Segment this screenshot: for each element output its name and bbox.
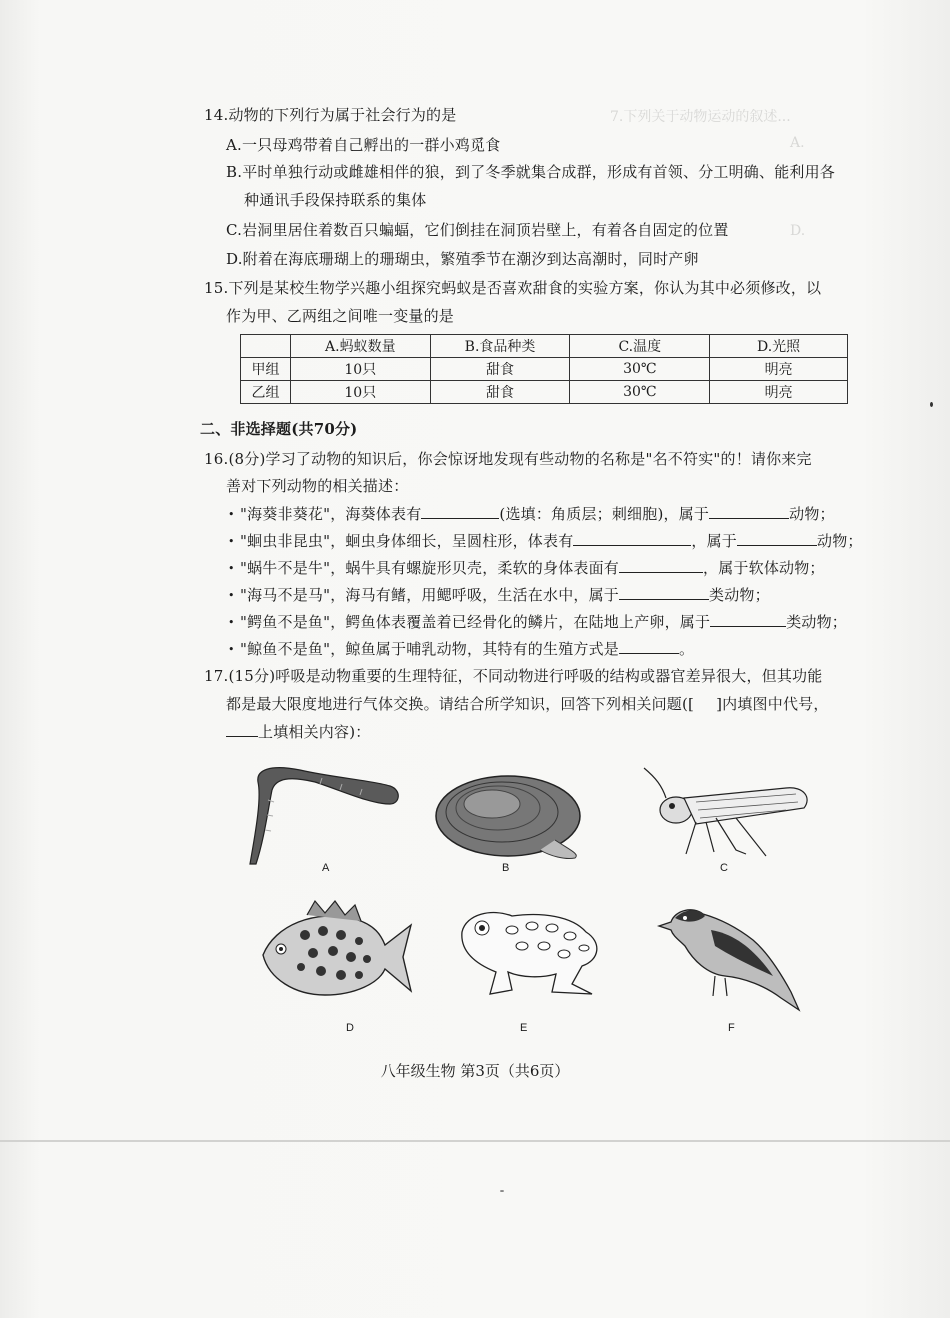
- q15-stem-line2: 作为甲、乙两组之间唯一变量的是: [226, 307, 455, 325]
- table-row: [241, 358, 848, 381]
- table-cell: 甜食: [430, 358, 570, 381]
- answer-blank[interactable]: [619, 556, 703, 573]
- answer-blank[interactable]: [619, 583, 709, 600]
- table-header-row: [241, 335, 848, 358]
- bullet-icon: •: [228, 562, 235, 575]
- figure-label-d: D: [346, 1022, 354, 1034]
- q17-stem-line1: 17.(15分)呼吸是动物重要的生理特征，不同动物进行呼吸的结构或器官差异很大，但其功能: [204, 667, 823, 685]
- scan-speck: [930, 402, 933, 407]
- q16-item-text: 动物；: [817, 532, 863, 550]
- q14-option-a: A.一只母鸡带着自己孵出的一群小鸡觅食: [226, 136, 501, 154]
- q14-option-b: B.平时单独行动或雌雄相伴的狼，到了冬季就集合成群，形成有首领、分工明确、能利用各: [226, 163, 835, 181]
- q17-stem-text: 上填相关内容)：: [258, 723, 371, 741]
- table-cell: 甲组: [241, 358, 291, 381]
- scan-speck: [500, 1190, 504, 1192]
- q16-item-text: "蛔虫非昆虫"，蛔虫身体细长，呈圆柱形，体表有: [240, 532, 574, 550]
- answer-blank[interactable]: [619, 637, 679, 654]
- fish-icon: [255, 895, 415, 1015]
- table-cell: 10只: [290, 358, 430, 381]
- answer-blank[interactable]: [737, 529, 817, 546]
- answer-blank: [226, 720, 258, 737]
- table-cell: 明亮: [710, 358, 848, 381]
- q16-item-text: "海葵非葵花"，海葵体表有: [240, 505, 422, 523]
- q17-stem-text: ]内填图中代号，: [716, 695, 829, 713]
- bleed-through-text: A.: [790, 135, 805, 151]
- table-cell: [241, 335, 291, 358]
- q17-stem-line2: [226, 693, 829, 715]
- q16-item: [240, 502, 835, 525]
- q14-option-b-cont: 种通讯手段保持联系的集体: [244, 191, 427, 209]
- table-header-cell: D.光照: [710, 335, 848, 358]
- bullet-icon: •: [228, 589, 235, 602]
- section-heading: 二、非选择题(共70分): [200, 420, 358, 438]
- table-cell: 30℃: [570, 358, 710, 381]
- table-cell: 明亮: [710, 381, 848, 404]
- table-row: [241, 381, 848, 404]
- bleed-through-text: 7.下列关于动物运动的叙述...: [610, 109, 791, 125]
- bullet-icon: •: [228, 616, 235, 629]
- q15-experiment-table: [240, 334, 848, 404]
- q16-item-text: "蜗牛不是牛"，蜗牛具有螺旋形贝壳，柔软的身体表面有: [240, 559, 620, 577]
- q16-item-text: (选填：角质层；刺细胞)，属于: [499, 505, 710, 523]
- bird-icon: [655, 900, 805, 1020]
- q16-item: [240, 583, 770, 606]
- bullet-icon: •: [228, 535, 235, 548]
- q14-option-c: C.岩洞里居住着数百只蝙蝠，它们倒挂在洞顶岩壁上，有着各自固定的位置: [226, 221, 729, 239]
- bullet-icon: •: [228, 643, 235, 656]
- q16-item: [240, 637, 694, 660]
- q16-item-text: 类动物；: [786, 613, 848, 631]
- q16-stem-line2: 善对下列动物的相关描述：: [226, 477, 409, 495]
- q16-item-text: 。: [679, 640, 695, 658]
- q16-item-text: "鳄鱼不是鱼"，鳄鱼体表覆盖着已经骨化的鳞片，在陆地上产卵，属于: [240, 613, 711, 631]
- grasshopper-icon: [636, 758, 816, 868]
- q16-item: [240, 529, 863, 552]
- figure-label-a: A: [322, 862, 330, 874]
- answer-blank[interactable]: [573, 529, 691, 546]
- page-footer: 八年级生物 第3页（共6页）: [380, 1062, 570, 1080]
- q14-option-d: D.附着在海底珊瑚上的珊瑚虫，繁殖季节在潮汐到达高潮时，同时产卵: [226, 250, 699, 268]
- bullet-icon: •: [228, 508, 235, 521]
- clam-icon: [430, 768, 590, 863]
- page-fold-line: [0, 1140, 950, 1142]
- figure-label-b: B: [502, 862, 510, 874]
- q16-item-text: "鲸鱼不是鱼"，鲸鱼属于哺乳动物，其特有的生殖方式是: [240, 640, 620, 658]
- table-header-cell: C.温度: [570, 335, 710, 358]
- frog-icon: [452, 902, 612, 1002]
- q16-item-text: "海马不是马"，海马有鳍，用鳃呼吸，生活在水中，属于: [240, 586, 620, 604]
- table-header-cell: B.食品种类: [430, 335, 570, 358]
- figure-label-f: F: [728, 1022, 735, 1034]
- q16-stem-line1: 16.(8分)学习了动物的知识后，你会惊讶地发现有些动物的名称是"名不符实"的！请你来完: [204, 450, 812, 468]
- table-cell: 甜食: [430, 381, 570, 404]
- q16-item: [240, 610, 847, 633]
- q16-item: [240, 556, 825, 579]
- answer-blank[interactable]: [710, 610, 786, 627]
- q17-stem-line3: [226, 720, 370, 743]
- answer-blank[interactable]: [421, 502, 499, 519]
- table-cell: 30℃: [570, 381, 710, 404]
- q14-stem: 14.动物的下列行为属于社会行为的是: [204, 106, 457, 124]
- bleed-through-text: D.: [790, 223, 806, 239]
- q16-item-text: ，属于: [691, 532, 738, 550]
- table-cell: 乙组: [241, 381, 291, 404]
- q16-item-text: 类动物；: [709, 586, 770, 604]
- q15-stem-line1: 15.下列是某校生物学兴趣小组探究蚂蚁是否喜欢甜食的实验方案，你认为其中必须修改，以: [204, 279, 822, 297]
- table-header-cell: A.蚂蚁数量: [290, 335, 430, 358]
- q16-item-text: ，属于软体动物；: [703, 559, 825, 577]
- table-cell: 10只: [290, 381, 430, 404]
- earthworm-icon: [240, 760, 410, 870]
- q16-item-text: 动物；: [789, 505, 835, 523]
- answer-blank[interactable]: [709, 502, 789, 519]
- q17-stem-text: 都是最大限度地进行气体交换。请结合所学知识，回答下列相关问题([: [226, 695, 695, 713]
- figure-label-c: C: [720, 862, 728, 874]
- figure-label-e: E: [520, 1022, 528, 1034]
